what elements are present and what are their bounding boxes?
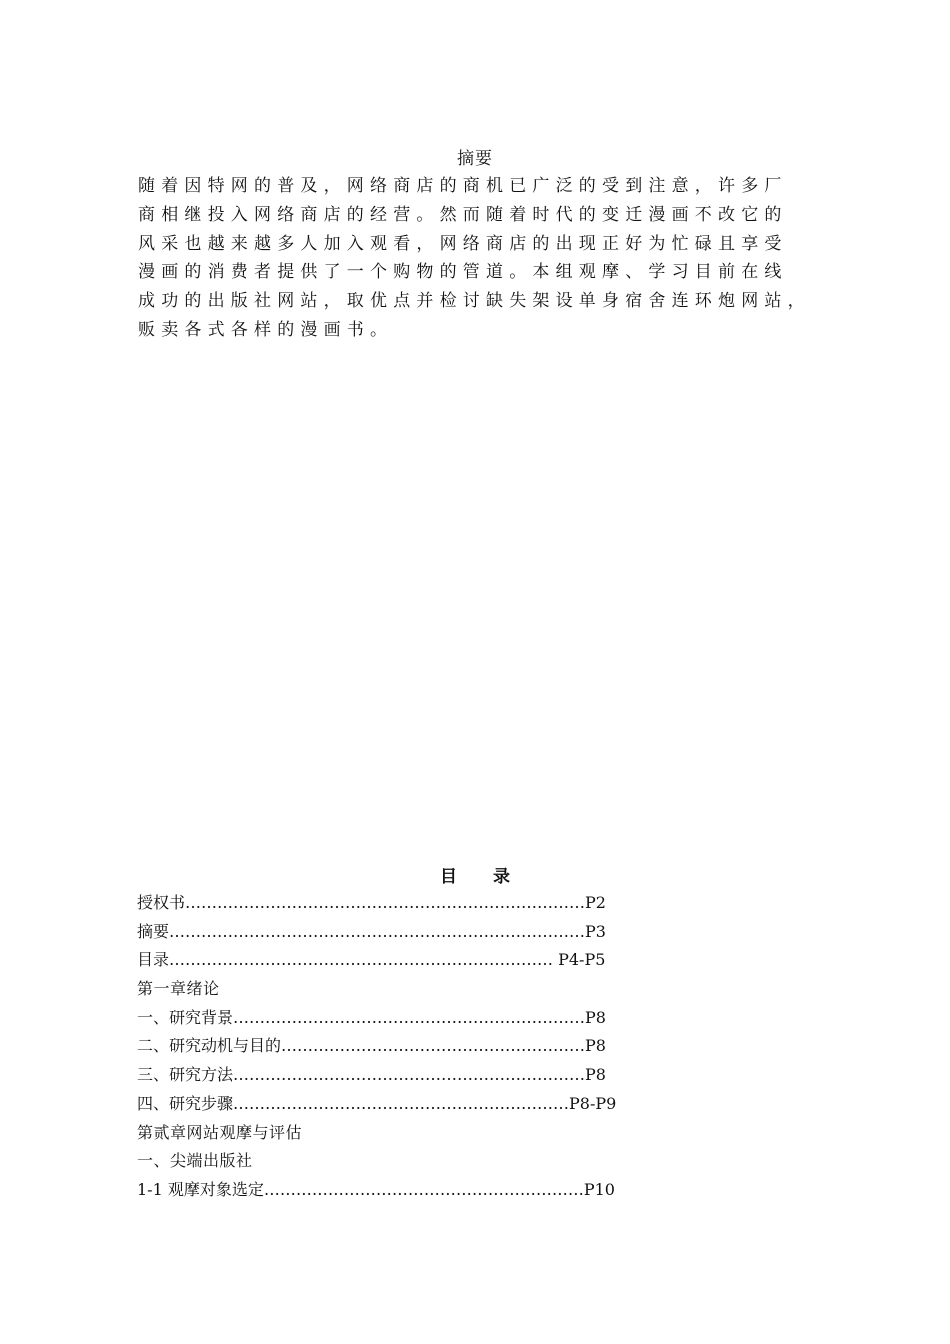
abstract-line: 风采也越来越多人加入观看，网络商店的出现正好为忙碌且享受 (138, 233, 788, 254)
toc-item (137, 1004, 657, 1033)
abstract-title: 摘要 (457, 149, 493, 169)
toc-leader-dots: ………………………………………………………………… (185, 893, 586, 912)
toc-list (137, 889, 657, 1205)
toc-leader-dots: …………………………………………………………………… (169, 921, 586, 941)
toc-leader-dots: ……………………………………………………… (233, 1093, 570, 1113)
toc-item-page: P3 (585, 921, 606, 941)
toc-item-label: 二、研究动机与目的 (137, 1036, 282, 1056)
toc-item (137, 1147, 657, 1176)
toc-item-page: P8-P9 (569, 1093, 617, 1113)
toc-item-label: 第贰章网站观摩与评估 (137, 1122, 303, 1142)
toc-item-label: 目录 (137, 950, 170, 970)
toc-item-page: P2 (585, 893, 606, 912)
abstract-line: 随着因特网的普及，网络商店的商机已广泛的受到注意，许多厂 (138, 176, 788, 196)
toc-item (137, 975, 657, 1004)
toc-item (137, 1061, 657, 1090)
toc-leader-dots: ………………………………………………… (281, 1036, 586, 1056)
toc-item-page: P8 (585, 1036, 606, 1056)
abstract-line: 贩卖各式各样的漫画书。 (138, 319, 394, 340)
abstract-line: 商相继投入网络商店的经营。然而随着时代的变迁漫画不改它的 (138, 204, 788, 225)
toc-leader-dots: ………………………………………………………… (233, 1065, 586, 1085)
toc-item-label: 摘要 (137, 921, 170, 941)
toc-item-label: 四、研究步骤 (137, 1093, 234, 1113)
abstract-body (138, 172, 818, 345)
toc-title: 目 录 (440, 867, 510, 887)
toc-item-page: P10 (583, 1179, 615, 1199)
toc-item-label: 第一章绪论 (137, 979, 220, 999)
toc-item-page: P8 (585, 1007, 606, 1027)
toc-item (137, 1090, 657, 1119)
toc-item-page: P4-P5 (553, 950, 606, 970)
abstract-line: 成功的出版社网站，取优点并检讨缺失架设单身宿舍连环炮网站， (138, 291, 811, 312)
toc-item-label: 一、尖端出版社 (137, 1151, 253, 1171)
toc-leader-dots: …………………………………………………… (263, 1179, 584, 1199)
toc-leader-dots: ………………………………………………………… (233, 1007, 586, 1027)
abstract-line: 漫画的消费者提供了一个购物的管道。本组观摩、学习目前在线 (138, 262, 788, 283)
toc-item (137, 946, 657, 975)
toc-item-label: 一、研究背景 (137, 1007, 234, 1027)
toc-item-label: 1-1 观摩对象选定 (137, 1179, 264, 1199)
toc-item-page: P8 (585, 1065, 606, 1085)
toc-item-label: 三、研究方法 (137, 1065, 234, 1085)
toc-leader-dots: ……………………………………………………………… (169, 950, 554, 970)
toc-item (137, 1176, 657, 1205)
toc-item (137, 889, 657, 918)
toc-item (137, 1032, 657, 1061)
toc-item (137, 918, 657, 947)
toc-item (137, 1119, 657, 1148)
toc-item-label: 授权书 (137, 893, 186, 912)
